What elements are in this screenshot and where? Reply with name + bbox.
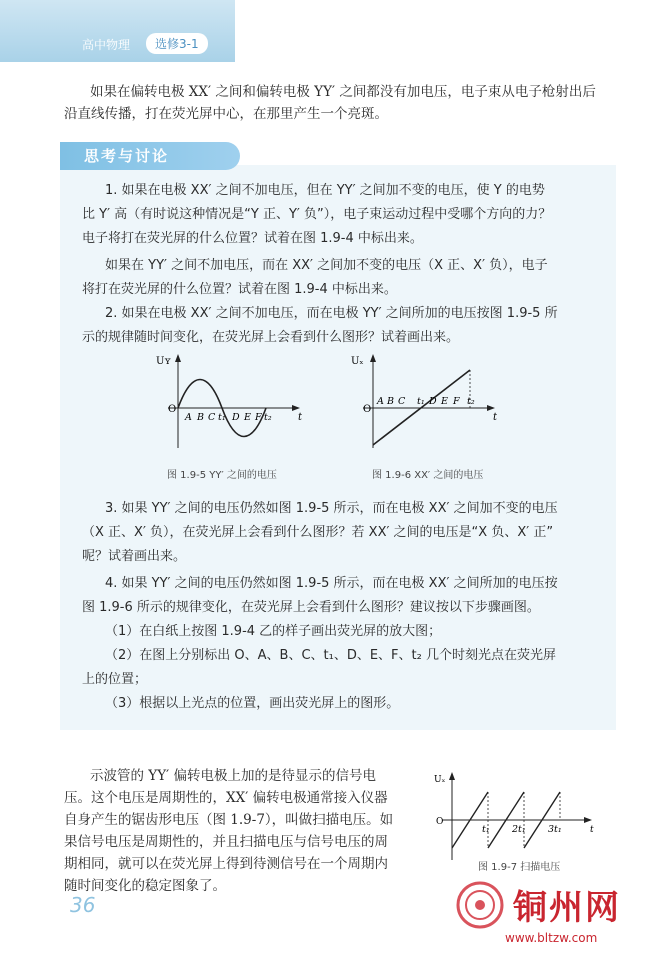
bottom-line: 随时间变化的稳定图象了。 <box>64 878 226 894</box>
header-volume-badge: 选修3-1 <box>146 33 208 54</box>
discussion-line: 如果在 YY′ 之间不加电压，而在 XX′ 之间加不变的电压（X 正、X′ 负），电子 <box>105 258 548 273</box>
fig6-t-label: t <box>493 412 498 423</box>
discussion-line: （3）根据以上光点的位置，画出荧光屏上的图形。 <box>105 696 400 711</box>
fig5-tick-label: t₂ <box>264 412 272 423</box>
bottom-line: 自身产生的锯齿形电压（图 1.9-7），叫做扫描电压。如 <box>64 812 394 828</box>
fig5-t-label: t <box>298 412 303 423</box>
discussion-line: 比 Y′ 高（有时说这种情况是“Y 正、Y′ 负”），电子束运动过程中受哪个方向的力？ <box>82 207 552 222</box>
fig7-tick-label: 2t₁ <box>512 824 526 835</box>
fig7-origin: O <box>436 817 444 827</box>
fig6-tick-label: E <box>441 396 448 407</box>
fig6-caption: 图 1.9-6 XX′ 之间的电压 <box>372 470 484 481</box>
fig6-tick-label: F <box>453 396 460 407</box>
fig5-ylabel: Uʏ <box>156 356 171 367</box>
discussion-title: 思考与讨论 <box>60 142 240 170</box>
fig6-ylabel: Uₓ <box>351 356 364 367</box>
watermark-url: www.bltzw.com <box>505 931 598 945</box>
fig5-tick-label: C <box>208 412 216 423</box>
discussion-line: （2）在图上分别标出 O、A、B、C、t₁、D、E、F、t₂ 几个时刻光点在荧光屏 <box>105 648 556 663</box>
discussion-line: 电子将打在荧光屏的什么位置？试着在图 1.9-4 中标出来。 <box>82 231 423 246</box>
discussion-line: 2. 如果在电极 XX′ 之间不加电压，而在电极 YY′ 之间所加的电压按图 1.9-5 所 <box>105 306 558 321</box>
watermark-text: 铜州网 <box>513 888 621 928</box>
bottom-line: 示波管的 YY′ 偏转电极上加的是待显示的信号电 <box>90 768 376 784</box>
watermark-seal-icon <box>455 880 505 930</box>
discussion-line: 呢？试着画出来。 <box>82 549 187 564</box>
intro-line-2: 沿直线传播，打在荧光屏中心，在那里产生一个亮斑。 <box>64 106 388 122</box>
page-number: 36 <box>70 893 96 917</box>
discussion-line: （1）在白纸上按图 1.9-4 乙的样子画出荧光屏的放大图； <box>105 624 442 639</box>
discussion-line: 将打在荧光屏的什么位置？试着在图 1.9-4 中标出来。 <box>82 282 397 297</box>
fig5-tick-label: F <box>255 412 262 423</box>
fig5-tick-label: A <box>185 412 192 423</box>
discussion-line: 图 1.9-6 所示的规律变化，在荧光屏上会看到什么图形？建议按以下步骤画图。 <box>82 600 540 615</box>
header-subject: 高中物理 <box>82 38 131 52</box>
discussion-line: 示的规律随时间变化，在荧光屏上会看到什么图形？试着画出来。 <box>82 330 460 345</box>
fig6-tick-label: A <box>377 396 384 407</box>
fig6-tick-label: t₁ <box>417 396 425 407</box>
fig5-tick-label: D <box>232 412 240 423</box>
discussion-line: （X 正、X′ 负），在荧光屏上会看到什么图形？若 XX′ 之间的电压是“X 负、X′ 正” <box>82 525 554 540</box>
fig5-tick-label: t₁ <box>218 412 226 423</box>
intro-line-1: 如果在偏转电极 XX′ 之间和偏转电极 YY′ 之间都没有加电压，电子束从电子枪射出后 <box>90 84 596 100</box>
fig7-tick-label: 3t₁ <box>548 824 562 835</box>
fig7-t-label: t <box>590 825 594 835</box>
fig6-tick-label: B <box>387 396 394 407</box>
fig5-tick-label: E <box>244 412 251 423</box>
fig7-caption: 图 1.9-7 扫描电压 <box>478 862 561 873</box>
fig7-tick-label: t₁ <box>482 824 490 835</box>
fig6-tick-label: C <box>398 396 406 407</box>
fig7-ylabel: Uₓ <box>434 775 446 785</box>
fig6-tick-label: D <box>429 396 437 407</box>
discussion-line: 3. 如果 YY′ 之间的电压仍然如图 1.9-5 所示，而在电极 XX′ 之间加不变的电压 <box>105 501 558 516</box>
figure-1-9-7 <box>430 768 600 868</box>
fig6-origin: O <box>363 404 372 415</box>
figure-1-9-6 <box>345 350 505 460</box>
fig5-origin: O <box>168 404 177 415</box>
fig6-tick-label: t₂ <box>467 396 475 407</box>
fig5-caption: 图 1.9-5 YY′ 之间的电压 <box>167 470 277 481</box>
discussion-line: 上的位置； <box>82 672 148 687</box>
bottom-line: 果信号电压是周期性的，并且扫描电压与信号电压的周 <box>64 834 388 850</box>
figure-1-9-5 <box>150 350 310 460</box>
bottom-line: 期相同，就可以在荧光屏上得到待测信号在一个周期内 <box>64 856 388 872</box>
fig5-tick-label: B <box>197 412 204 423</box>
discussion-line: 4. 如果 YY′ 之间的电压仍然如图 1.9-5 所示，而在电极 XX′ 之间所加的电压按 <box>105 576 558 591</box>
bottom-line: 压。这个电压是周期性的，XX′ 偏转电极通常接入仪器 <box>64 790 388 806</box>
discussion-line: 1. 如果在电极 XX′ 之间不加电压，但在 YY′ 之间加不变的电压，使 Y 的电势 <box>105 183 545 198</box>
